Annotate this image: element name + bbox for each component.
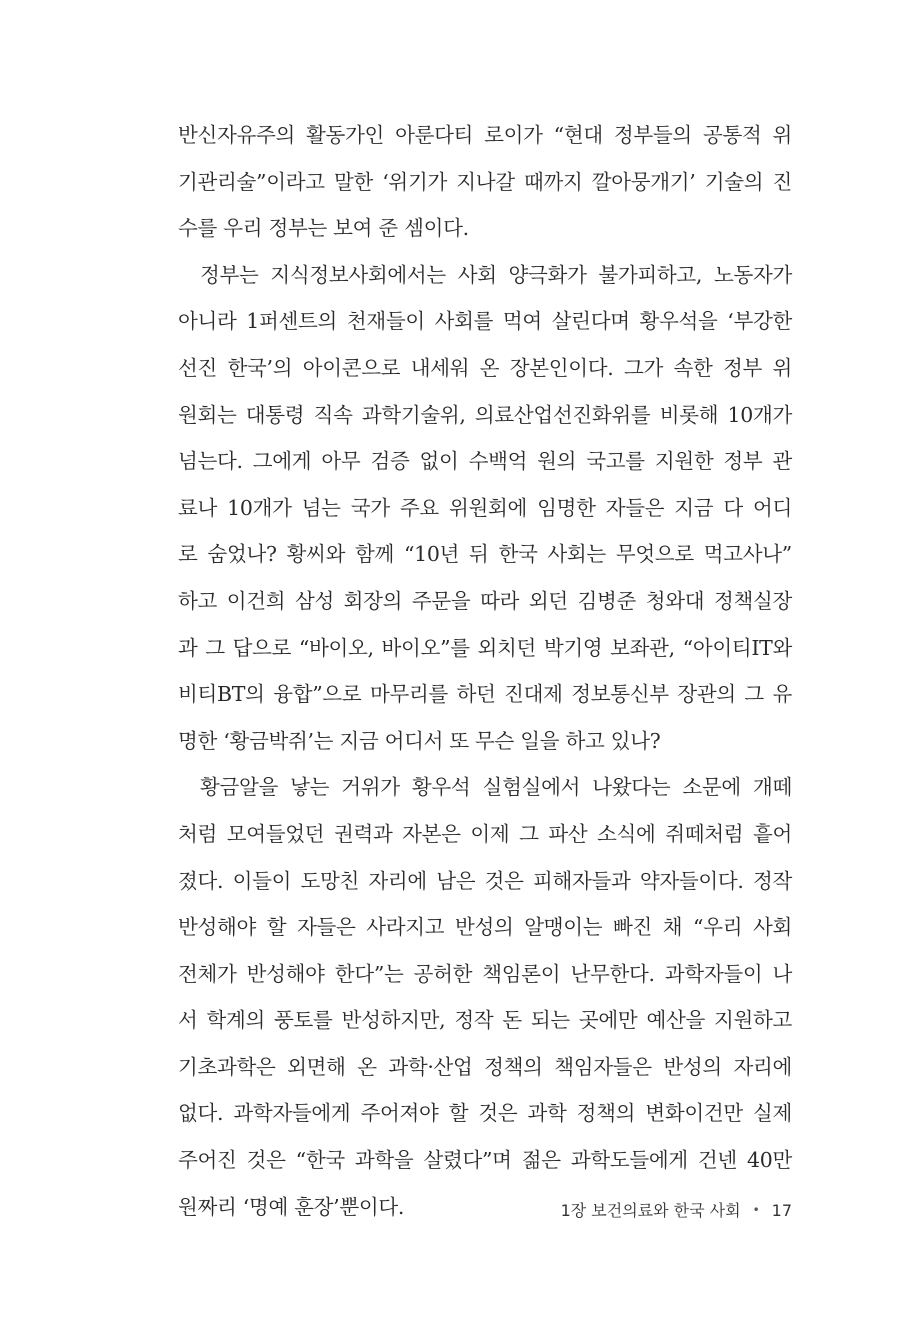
text-line: 하고 이건희 삼성 회장의 주문을 따라 외던 김병준 청와대 정책실장 bbox=[178, 588, 792, 613]
paragraph bbox=[178, 252, 792, 765]
text-line: 로 숨었나? 황씨와 함께 “10년 뒤 한국 사회는 무엇으로 먹고사나” bbox=[178, 542, 792, 567]
text-line: 반신자유주의 활동가인 아룬다티 로이가 “현대 정부들의 공통적 위 bbox=[178, 123, 792, 147]
text-line: 넘는다. 그에게 아무 검증 없이 수백억 원의 국고를 지원한 정부 관 bbox=[178, 449, 792, 474]
text-line: 료나 10개가 넘는 국가 주요 위원회에 임명한 자들은 지금 다 어디 bbox=[178, 495, 792, 520]
running-header-chapter: 1장 보건의료와 한국 사회 bbox=[560, 1201, 741, 1220]
page-footer bbox=[520, 1198, 792, 1221]
text-line: 처럼 모여들었던 권력과 자본은 이제 그 파산 소식에 쥐떼처럼 흩어 bbox=[178, 821, 792, 846]
text-line: 원짜리 ‘명예 훈장’뿐이다. bbox=[178, 1194, 405, 1219]
text-line: 아니라 1퍼센트의 천재들이 사회를 먹여 살린다며 황우석을 ‘부강한 bbox=[178, 309, 792, 334]
paragraph bbox=[178, 764, 792, 1230]
text-line: 없다. 과학자들에게 주어져야 할 것은 과학 정책의 변화이건만 실제 bbox=[178, 1101, 792, 1126]
text-line: 선진 한국’의 아이콘으로 내세워 온 장본인이다. 그가 속한 정부 위 bbox=[178, 355, 792, 380]
page-number: 17 bbox=[771, 1201, 792, 1220]
text-line: 과 그 답으로 “바이오, 바이오”를 외치던 박기영 보좌관, “아이티IT와 bbox=[178, 635, 792, 660]
text-line: 원회는 대통령 직속 과학기술위, 의료산업선진화위를 비롯해 10개가 bbox=[178, 402, 792, 427]
text-line: 수를 우리 정부는 보여 준 셈이다. bbox=[178, 216, 469, 241]
text-line: 전체가 반성해야 한다”는 공허한 책임론이 난무한다. 과학자들이 나 bbox=[178, 961, 792, 986]
text-line: 기관리술”이라고 말한 ‘위기가 지나갈 때까지 깔아뭉개기’ 기술의 진 bbox=[178, 169, 792, 194]
text-line: 주어진 것은 “한국 과학을 살렸다”며 젊은 과학도들에게 건넨 40만 bbox=[178, 1148, 792, 1173]
text-line: 서 학계의 풍토를 반성하지만, 정작 돈 되는 곳에만 예산을 지원하고 bbox=[178, 1008, 792, 1033]
text-line: 반성해야 할 자들은 사라지고 반성의 알맹이는 빠진 채 “우리 사회 bbox=[178, 915, 792, 940]
footer-separator: • bbox=[752, 1203, 760, 1217]
paragraph bbox=[178, 112, 792, 252]
text-line: 황금알을 낳는 거위가 황우석 실험실에서 나왔다는 소문에 개떼 bbox=[200, 775, 792, 800]
text-line: 비티BT의 융합”으로 마무리를 하던 진대제 정보통신부 장관의 그 유 bbox=[178, 682, 792, 707]
text-line: 명한 ‘황금박쥐’는 지금 어디서 또 무슨 일을 하고 있나? bbox=[178, 728, 661, 753]
text-line: 기초과학은 외면해 온 과학·산업 정책의 책임자들은 반성의 자리에 bbox=[178, 1054, 792, 1079]
body-text bbox=[178, 112, 792, 1230]
text-line: 정부는 지식정보사회에서는 사회 양극화가 불가피하고, 노동자가 bbox=[200, 262, 792, 287]
text-line: 졌다. 이들이 도망친 자리에 남은 것은 피해자들과 약자들이다. 정작 bbox=[178, 868, 792, 893]
